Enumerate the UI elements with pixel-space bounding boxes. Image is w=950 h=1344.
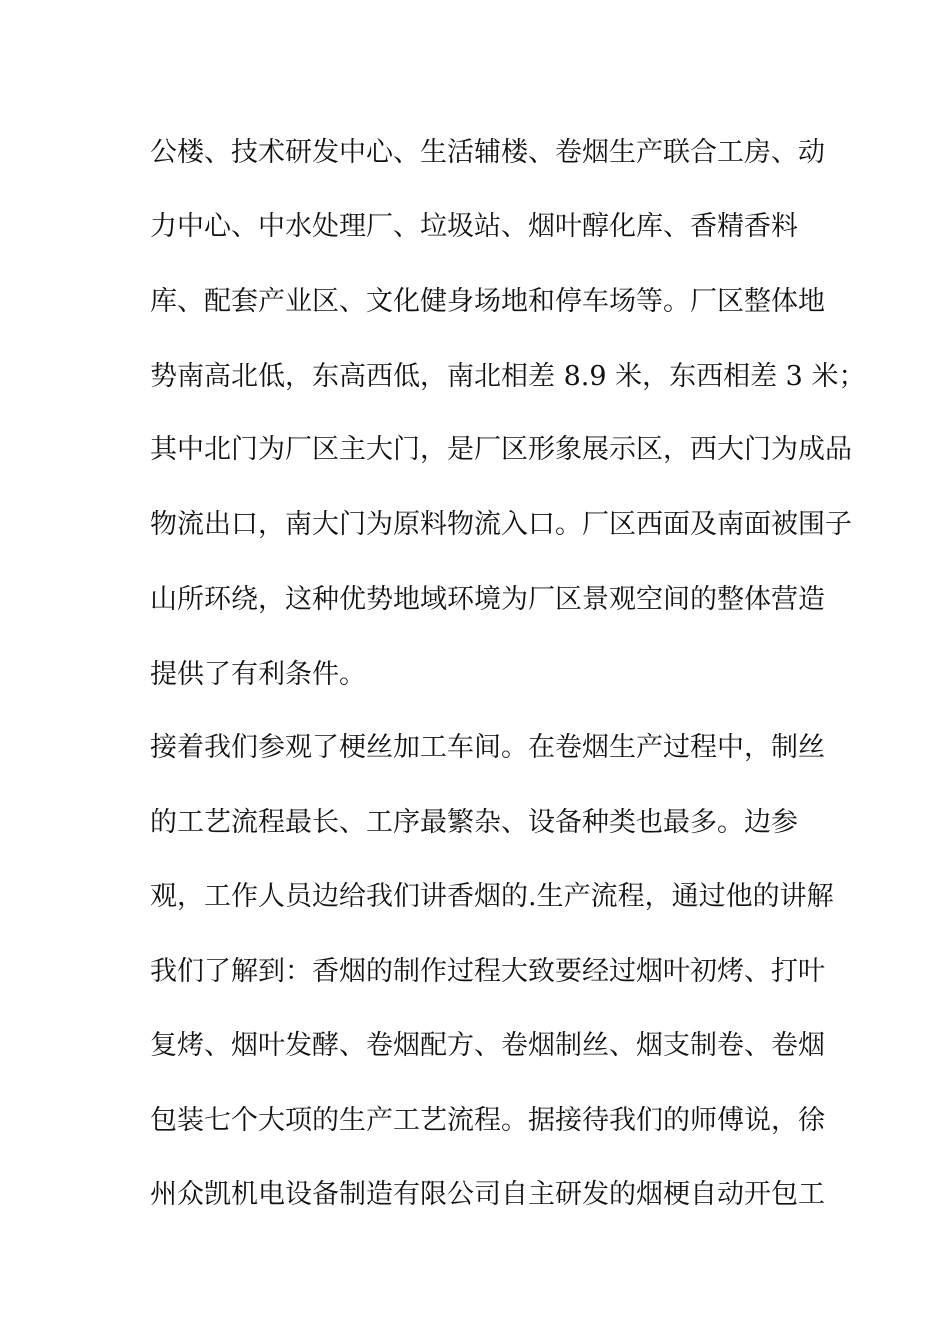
text-line: 包装七个大项的生产工艺流程。据接待我们的师傅说，徐 bbox=[150, 1105, 825, 1136]
text-line: 物流出口，南大门为原料物流入口。厂区西面及南面被围子 bbox=[150, 509, 852, 540]
text-line: 山所环绕，这种优势地域环境为厂区景观空间的整体营造 bbox=[150, 584, 825, 615]
text-line: 提供了有利条件。 bbox=[150, 659, 366, 690]
text-line: 势南高北低，东高西低，南北相差 8.9 米，东西相差 3 米； bbox=[150, 361, 866, 392]
text-line: 州众凯机电设备制造有限公司自主研发的烟梗自动开包工 bbox=[150, 1179, 825, 1210]
text-line: 力中心、中水处理厂、垃圾站、烟叶醇化库、香精香料 bbox=[150, 211, 798, 242]
text-line: 公楼、技术研发中心、生活辅楼、卷烟生产联合工房、动 bbox=[150, 137, 825, 168]
text-line: 库、配套产业区、文化健身场地和停车场等。厂区整体地 bbox=[150, 286, 825, 317]
text-line: 其中北门为厂区主大门，是厂区形象展示区，西大门为成品 bbox=[150, 434, 852, 465]
text-line: 的工艺流程最长、工序最繁杂、设备种类也最多。边参 bbox=[150, 807, 798, 838]
text-line: 接着我们参观了梗丝加工车间。在卷烟生产过程中，制丝 bbox=[150, 732, 825, 763]
text-line: 复烤、烟叶发酵、卷烟配方、卷烟制丝、烟支制卷、卷烟 bbox=[150, 1030, 825, 1061]
text-line: 我们了解到：香烟的制作过程大致要经过烟叶初烤、打叶 bbox=[150, 956, 825, 987]
text-line: 观，工作人员边给我们讲香烟的.生产流程，通过他的讲解 bbox=[150, 881, 834, 912]
